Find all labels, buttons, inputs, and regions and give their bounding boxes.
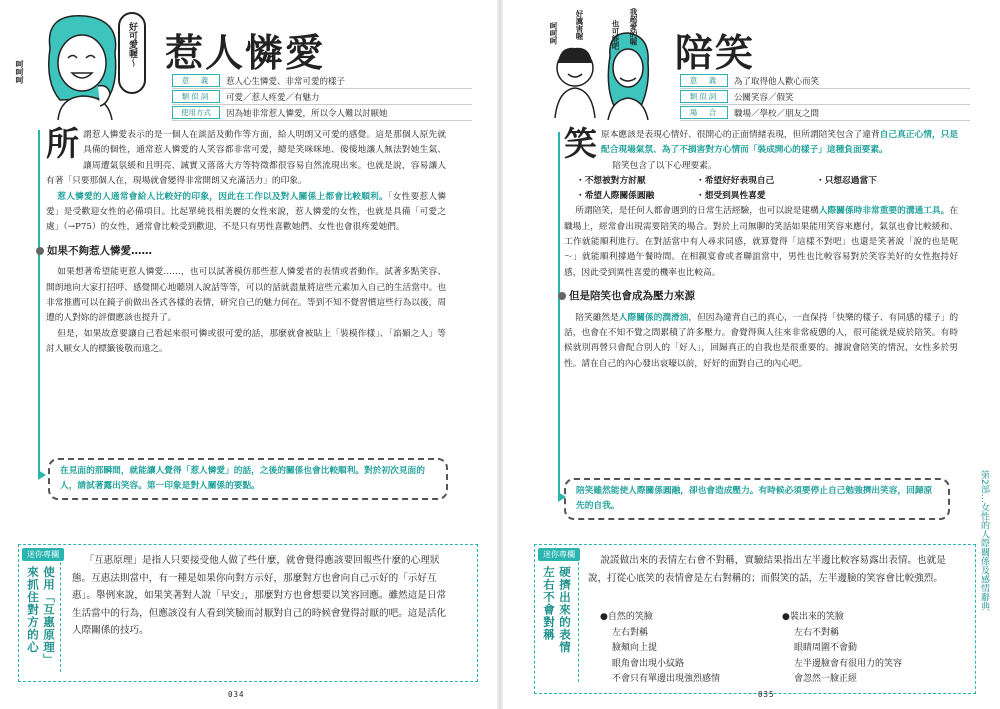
mini-column-title-2: 來抓住對方的心 [26,566,40,654]
definition-table [680,73,970,121]
highlight-text: 惹人憐愛的人通常會給人比較好的印象，因此在工作以及對人關係上都會比較順利。 [57,191,389,202]
right-page [500,0,1000,709]
main-text [46,124,447,358]
paragraph: 所謂陪笑，是任何人都會遇到的日常生活經驗，也可以說是建構 [575,206,819,217]
mini-column-title-1: 硬擠出來的表情 [558,566,572,654]
laugh-text: 呵呵呵 [15,60,24,84]
page-title: 惹人憐愛 [165,30,326,75]
definition-row: 意 義 惹人心生憐愛、非常可愛的樣子 [172,73,472,89]
paragraph: 謂惹人憐愛表示的是一個人在談話及動作等方面，給人明朗又可愛的感覺。這是那個人原先就具備的個性，通常惹人憐愛的人笑容都非常可愛，總是笑咪咪地、傻傻地讓人無法對她生氣、讓周遭氣氛緩和且明亮、誠實又落落大方等特徵都很容易自然流現出來。也就是說，容易讓人有著「只要那個人在，現場就會變得非常開朗又充滿活力」的印象。 [46,130,446,187]
definition-table [172,73,472,121]
speech-text: 好厲害喔 [575,10,584,40]
highlight-text: 人際關係的潤滑油 [618,312,689,323]
mini-column-badge: 迷你專欄 [22,548,64,561]
callout-box: 陪笑雖然能使人際關係圓融，卻也會造成壓力。有時候必須要停止自己勉強擠出笑容，回歸原先的自我。 [564,478,950,520]
drop-cap: 笑 [564,124,597,163]
mini-column-badge: 迷你專欄 [538,548,580,561]
page-title: 陪笑 [675,30,756,75]
definition-row: 意 義 為了取得他人歡心而笑 [680,73,970,89]
divider [578,552,580,682]
paragraph: 「女性要惹人憐愛」是受歡迎女性的必備項目。比起單純長相美麗的女性來說，惹人憐愛的女性，也就是具備「可愛之處」（→P75）的女性，通常會比較受到歡迎，不是只有男性喜歡她們、女性也會很疼愛她們。 [46,191,447,233]
definition-row: 使用方式 因為她非常惹人憐愛，所以令人難以討厭她 [172,105,472,121]
subheading: 如果不夠惹人憐愛…… [36,244,446,259]
mini-column-title-1: 使用「互惠原理」 [42,566,56,666]
accent-line [38,130,40,475]
main-text [564,124,959,372]
speech-text: 呵呵呵 [549,22,558,45]
speech-bubble: 好可愛喔～ [118,12,146,94]
subheading: 但是陪笑也會成為壓力來源 [558,289,958,304]
highlight-text: 自己真正心情，只是配合現場氣氛、為了不損害對方心情而「裝成開心的樣子」這種負面要素。 [601,130,959,156]
bullet-icon [36,247,44,255]
arrow-icon [38,470,46,480]
definition-row: 類似詞 可愛／惹人疼愛／有魅力 [172,89,472,105]
natural-smile-list: ●自然的笑臉 左右對稱 臉頰向上提 眼角會出現小紋路 不會只有單邊出現強烈感情 [600,612,721,684]
paragraph: 陪笑包含了以下心理要素。 [612,160,717,171]
page-number: 035 [758,690,775,699]
bullet-icon [558,292,566,300]
paragraph: 如果想著希望能更惹人憐愛……，也可以試著模仿那些惹人憐愛者的表情或者動作。試著多點笑容、開朗地向大家打招呼、感覺開心地聽別人說話等等，可以的話就盡量將這些元素加入自己的生活當中。也非常推薦可以在鏡子前做出各式各樣的表情，研究自己的魅力何在。等到不知不覺習慣這些行為以後，周遭的人對妳的評價應該也提升了。 [46,267,446,324]
paragraph: ，但因為違背自己的真心，一直保持「快樂的樣子、有同感的樣子」的話，也會在不知不覺之間累積了許多壓力。會覺得與人往來非常疲憊的人，很可能就是疲於陪笑。有時候就別再營只會配合別人的「好人」，回歸真正的自我也是很重要的。據說會陪笑的情況，女性多於男性。請在自己的內心發出哀嚎以前，好好的面對自己的內心吧。 [564,312,959,369]
drop-cap: 所 [46,124,79,163]
speech-text: 也可能吧 [611,20,620,50]
definition-row: 類似詞 公關笑容／假笑 [680,89,970,105]
mini-column-title-2: 左右不會對稱 [542,566,556,641]
mini-column-text: 說謊做出來的表情左右會不對稱，實驗結果指出左半邊比較容易露出表情。也就是說，打從心底笑的表情會是左右對稱的；而假笑的話，左半邊臉的笑容會比較強烈。 [588,555,946,584]
page-number: 034 [228,690,245,699]
callout-box: 在見面的那瞬間，就能讓人覺得「惹人憐愛」的話，之後的關係也會比較順利。對於初次見面的人，請試著露出笑容。第一印象是對人關係的要點。 [48,458,448,500]
section-side-tab: 第2部…女性的人際關係及感情辭典 [979,470,989,611]
definition-row: 場 合 職場／學校／朋友之間 [680,105,970,121]
speech-text: 我超愛的喔 [629,8,638,46]
fake-smile-list: ●裝出來的笑臉 左右不對稱 眼睛周圍不會動 左半邊臉會有很用力的笑容 會忽然一臉正經 [782,612,903,684]
paragraph: 在職場上，經常會出現需要陪笑的場合。對於上司無聊的笑話如果能用笑容來應付，氣氛也會比較緩和、工作就能順利進行。在對話當中有人尋求同感，就算覺得「這樣不對吧」也還是笑著說「說的也是呢～」就能順利撐過午餐時間。在相親宴會或者聯誼當中，男性也比較容易對於笑容美好的女性抱持好感，因此受到異性喜愛的機率也比較高。 [564,206,959,278]
accent-line [558,132,560,497]
paragraph: 陪笑雖然是 [575,312,619,323]
highlight-text: 人際關係時非常重要的溝通工具。 [818,206,950,217]
paragraph: 原本應該是表現心情好、很開心的正面情緒表現，但所謂陪笑包含了違背 [601,130,880,140]
bullet-list: ・不想被對方討厭 ・希望好好表現自己 ・只想忍過當下 ・希望人際關係圓融 ・想受到異性喜愛 [576,176,877,202]
paragraph: 但是，如果故意要讓自己看起來很可憐或很可愛的話，那麼就會被貼上「裝模作樣」、「諂媚之人」等討人厭女人的標籤後敬而遠之。 [46,328,446,355]
divider [60,552,62,672]
mini-column-text: 「互惠原理」是指人只要接受他人做了些什麼，就會覺得應該要回報些什麼的心理狀態。互惠法則當中，有一種是如果你向對方示好，那麼對方也會向自己示好的「示好互惠」。舉例來說，如果笑著對人說「早安」，那麼對方也會想要以笑容回應。雖然這是日常生活當中的行為，但應該沒有人看到笑臉而討厭對自己的時候會覺得討厭的吧。這是活化人際關係的技巧。 [72,555,447,636]
